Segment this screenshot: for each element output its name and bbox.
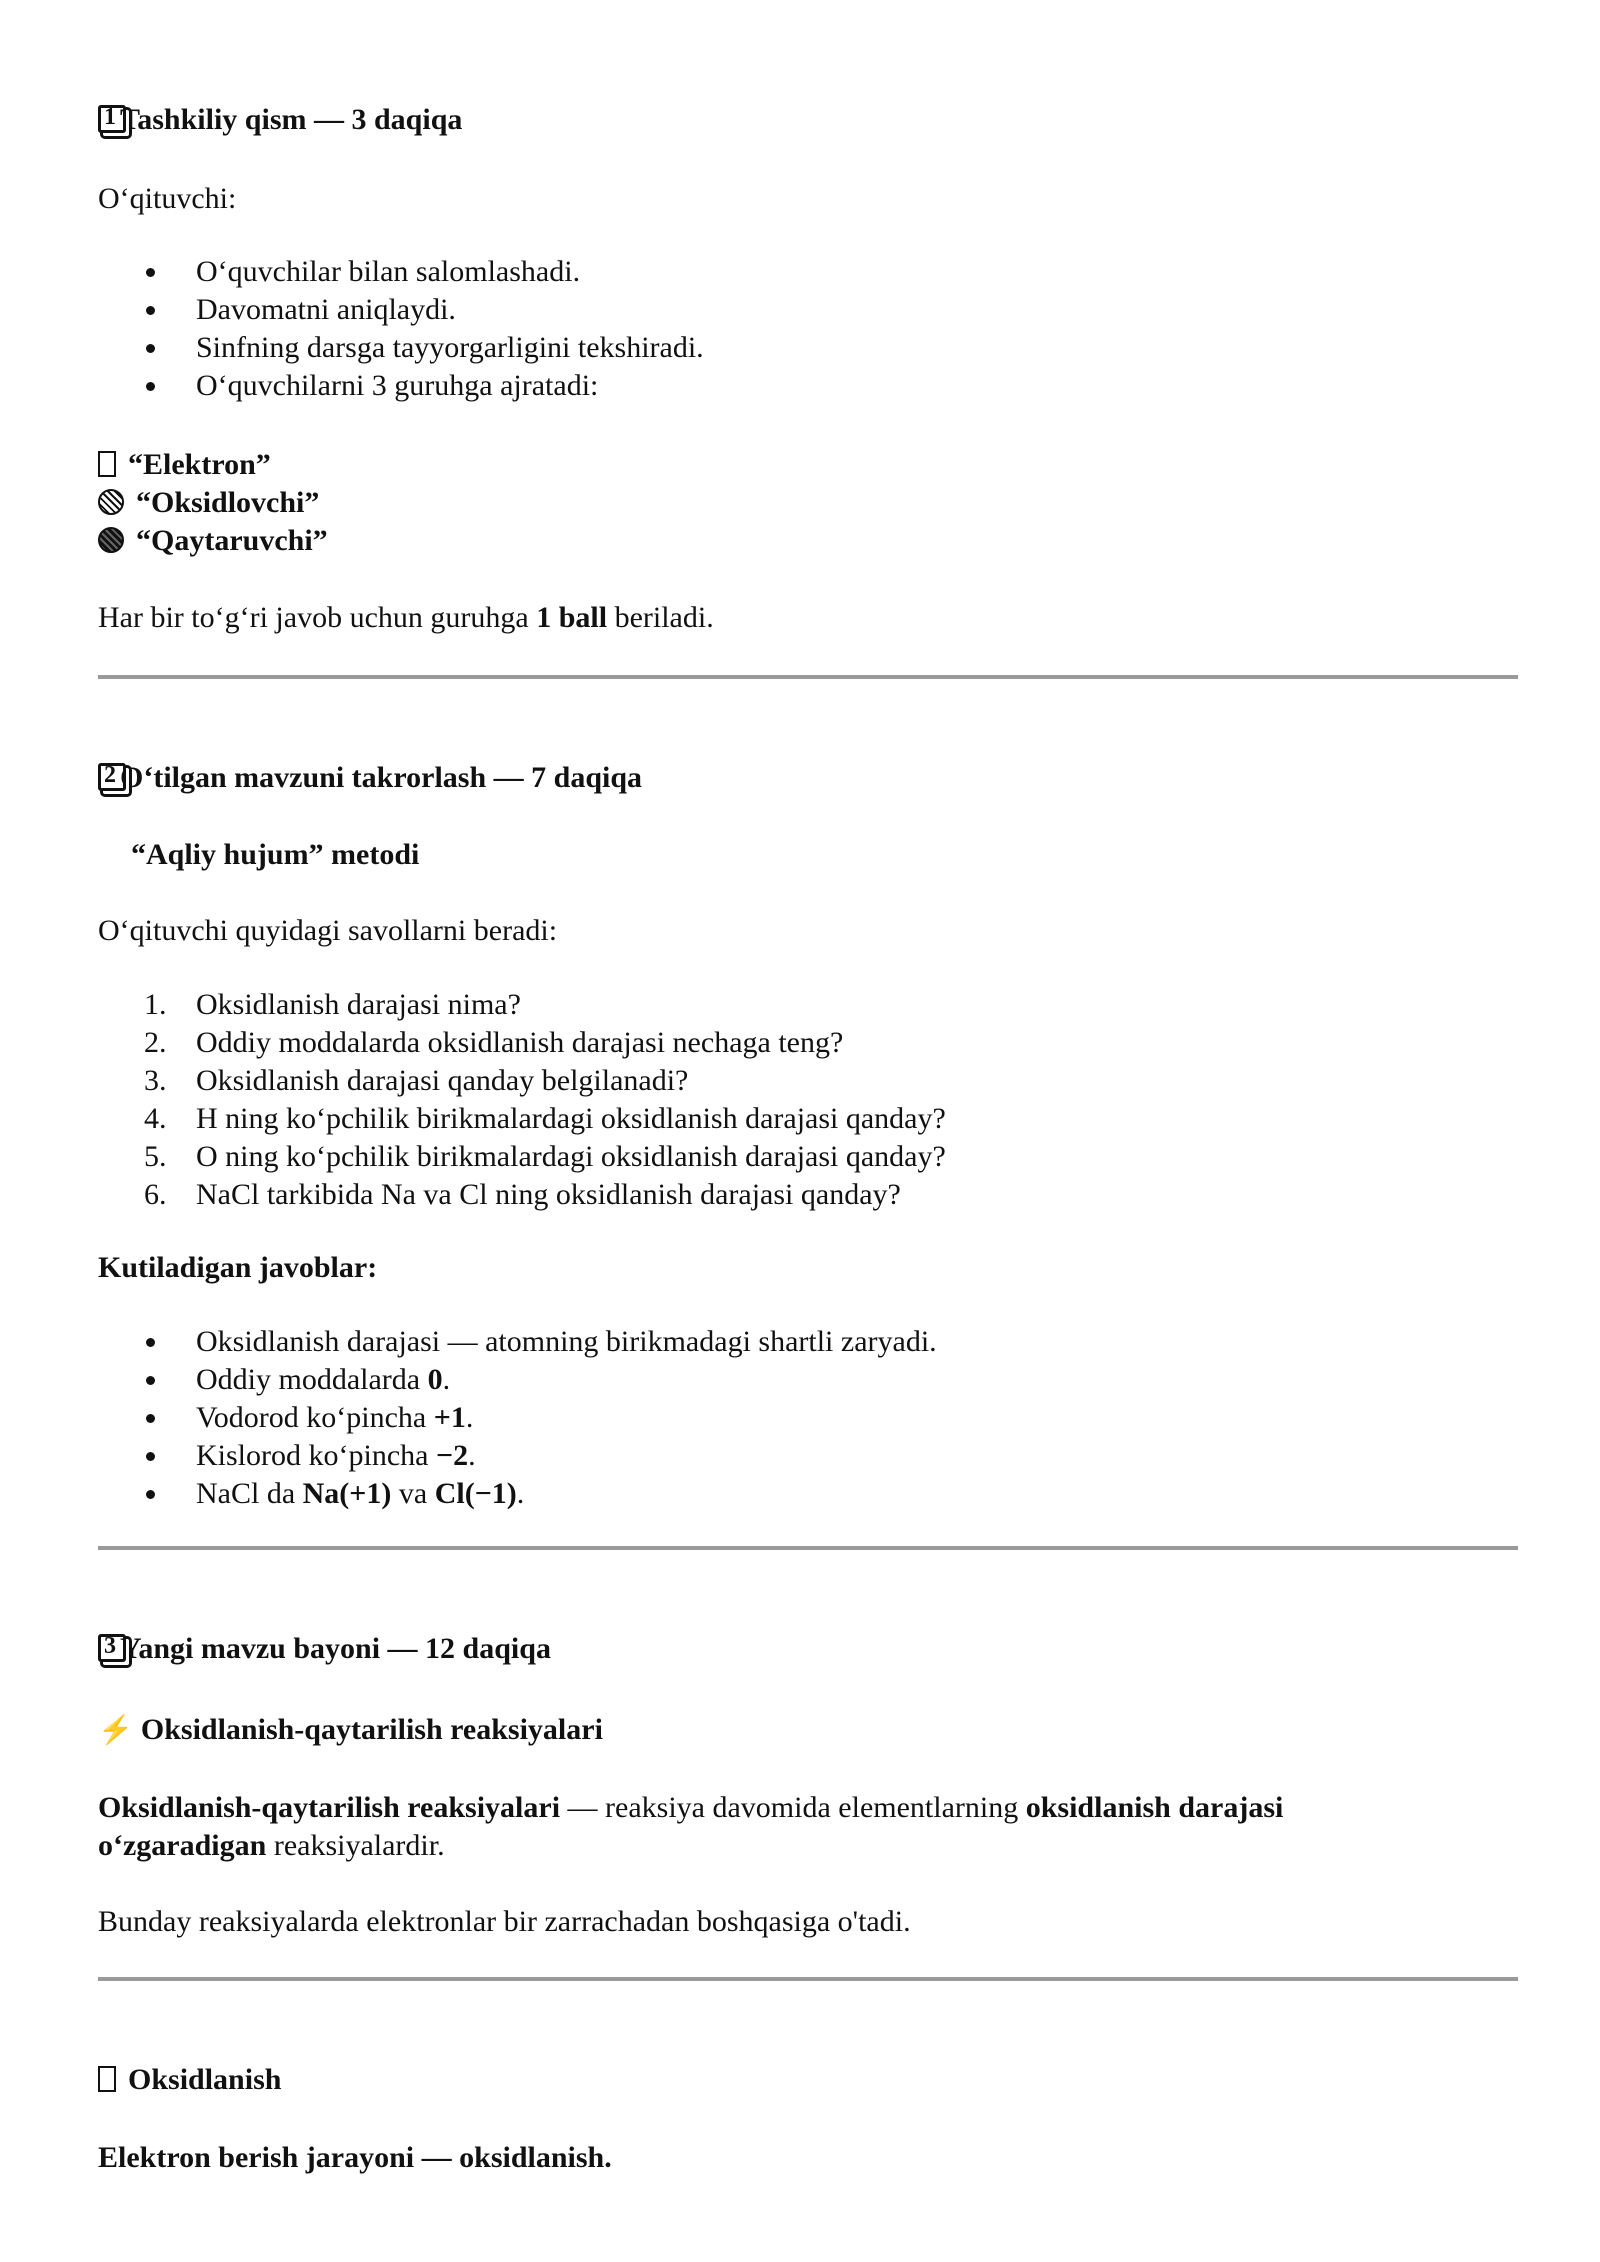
answers-list [98,1323,937,1513]
section4-heading: Oksidlanish [98,2061,281,2099]
list-item: 3. Oksidlanish darajasi qanday belgilanadi? [144,1064,689,1097]
section1-heading: 1 Tashkiliy qism — 3 daqiqa [98,101,462,139]
questions-list [98,986,946,1214]
missing-glyph-icon [98,2066,116,2092]
group-reducer: “Qaytaruvchi” [98,522,328,560]
oxidation-definition: Elektron berish jarayoni — oksidlanish. [98,2141,612,2174]
divider [98,675,1518,679]
divider [98,1546,1518,1550]
teacher-label: O‘qituvchi: [98,182,237,215]
missing-glyph-icon [98,451,116,477]
list-item: Oksidlanish darajasi — atomning birikmadagi shartli zaryadi. [98,1323,937,1361]
hatched-circle-icon [98,489,124,515]
definition-line-1: Oksidlanish-qaytarilish reaksiyalari — reaksiya davomida elementlarning oksidlanish darajasi [98,1791,1284,1824]
method-title: “Aqliy hujum” metodi [131,838,420,871]
answers-title: Kutiladigan javoblar: [98,1251,378,1284]
list-item: Sinfning darsga tayyorgarligini tekshiradi. [98,329,704,367]
list-item: O‘quvchilarni 3 guruhga ajratadi: [98,367,704,405]
list-item: 5. O ning ko‘pchilik birikmalardagi oksidlanish darajasi qanday? [144,1140,946,1173]
section2-heading: 2 O‘tilgan mavzuni takrorlash — 7 daqiqa [98,759,642,797]
list-item: Davomatni aniqlaydi. [98,291,704,329]
electrons-note: Bunday reaksiyalarda elektronlar bir zarrachadan boshqasiga o'tadi. [98,1905,911,1938]
keycap-3-icon: 3 [98,1634,126,1662]
list-item: Kislorod ko‘pincha −2. [98,1437,937,1475]
list-item: NaCl da Na(+1) va Cl(−1). [98,1475,937,1513]
section1-task-list [98,253,704,405]
lightning-icon: ⚡ [98,1715,133,1746]
definition-line-2: o‘zgaradigan reaksiyalardir. [98,1829,445,1862]
list-item: Oddiy moddalarda 0. [98,1361,937,1399]
section3-heading: 3 Yangi mavzu bayoni — 12 daqiqa [98,1630,551,1668]
score-note: Har bir to‘g‘ri javob uchun guruhga 1 ball beriladi. [98,601,714,634]
group-electron: “Elektron” [98,446,271,484]
keycap-2-icon: 2 [98,763,126,791]
list-item: Vodorod ko‘pincha +1. [98,1399,937,1437]
list-item: 4. H ning ko‘pchilik birikmalardagi oksidlanish darajasi qanday? [144,1102,946,1135]
section3-subheading: ⚡ Oksidlanish-qaytarilish reaksiyalari [98,1713,603,1746]
list-item: 2. Oddiy moddalarda oksidlanish darajasi nechaga teng? [144,1026,844,1059]
list-item: 1. Oksidlanish darajasi nima? [144,988,521,1021]
list-item: 6. NaCl tarkibida Na va Cl ning oksidlanish darajasi qanday? [144,1178,901,1211]
keycap-1-icon: 1 [98,105,126,133]
list-item: O‘quvchilar bilan salomlashadi. [98,253,704,291]
divider [98,1977,1518,1981]
questions-intro: O‘qituvchi quyidagi savollarni beradi: [98,914,558,947]
group-oxidizer: “Oksidlovchi” [98,484,319,522]
dark-circle-icon [98,527,124,553]
